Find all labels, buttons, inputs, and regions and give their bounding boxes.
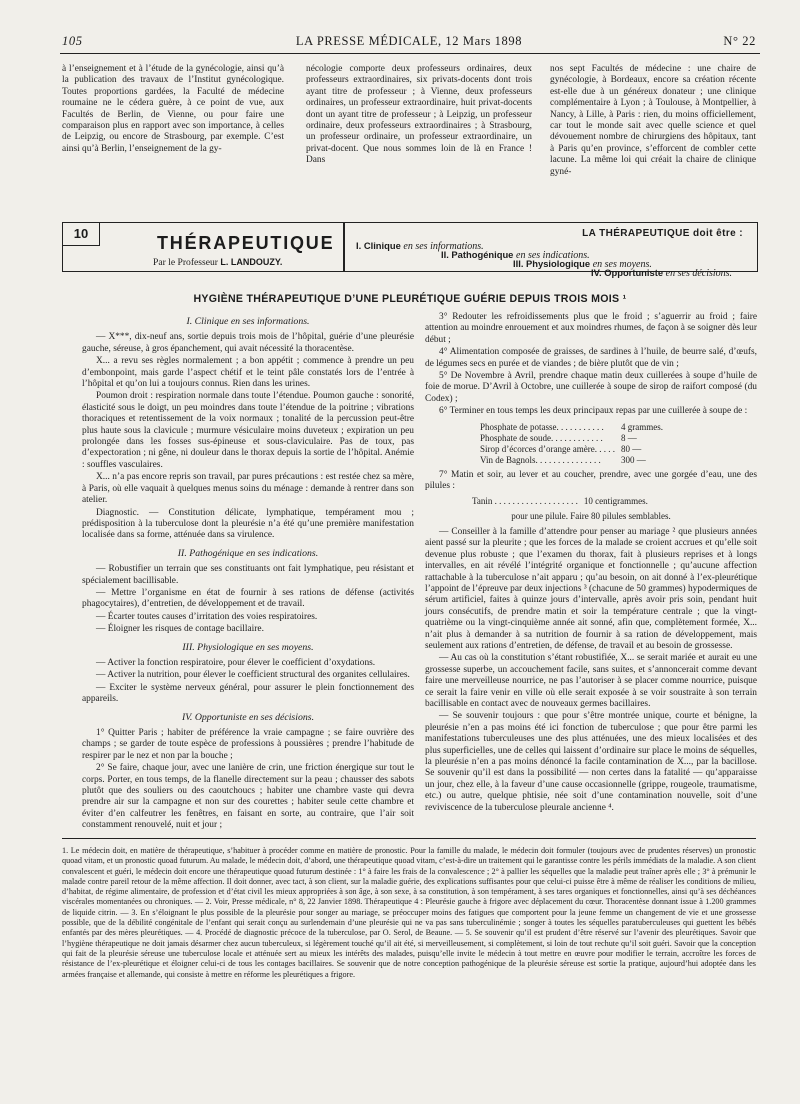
paragraph: X... a revu ses règles normalement ; a bon appétit ; commence à prendre un peu d’embonpoint, mais garde l’aspect chétif et le teint pâle constatés lors de l’entrée à l’hôpital et qu’on lui a toujours connus. Rien dans les urines.: [82, 356, 414, 390]
header-rule: [60, 53, 760, 54]
section-heading: IV. Opportuniste en ses décisions.: [181, 711, 315, 723]
therapeutique-rubric-box: [62, 222, 758, 279]
top-column-middle: [306, 64, 532, 167]
paragraph: 4° Alimentation composée de graisses, de sardines à l’huile, de beurre salé, d’œufs, de légumes secs en purée et de viandes ; de bière plutôt que de vin ;: [425, 347, 757, 369]
top-middle-text: nécologie comporte deux professeurs ordinaires, deux professeurs extraordinaires, six privats-docents dont trois ayant titre de professeur ; à Vienne, deux professeurs ordinaires, un professeur extraordinaire, huit privat-docents dont un ayant titre de professeur ; à Leipzig, un professeur ordinaire, deux professeurs extraordinaires ; à Strasbourg, un professeur ordinaire, un professeur extraordinaire, un privat-docent. Que nous sommes loin de là en France ! Dans: [306, 64, 532, 166]
footnotes: 1. Le médecin doit, en matière de thérapeutique, s’habituer à procéder comme en matière de pronostic. Pour la famille du malade, le médecin doit formuler (toujours avec de prudentes réserves) un pronostic quoad vitam, et un pronostic quoad futurum. Au malade, le médecin doit, d’abord, une thérapeutique quoad vitam, c’est-à-dire un traitement qui le garantisse contre les périls immédiats de la maladie. A son client convalescent et guéri, le médecin doit encore une thérapeutique quoad futurum destinée : 1° à faire les frais de la convalescence ; 2° à pallier les séquelles que la maladie peut traîner après elle ; 3° à prémunir le malade contre pareil retour de la même affection. Il doit donner, avec tact, à son client, sur la maladie guérie, des explications suffisantes pour que celui-ci puisse être à même de réaliser les conditions de milieu, d’habitat, de régime alimentaire, de profession et d’état civil les mieux appropriées à son âge, à son sexe, à sa constitution, à son tempérament, à ses tares organiques et fonctionnelles, ainsi qu’à ses déchéances viscérales momentanées ou chroniques. — 2. Voir, Presse médicale, n° 8, 22 Janvier 1898. Thérapeutique 4 : Pleurésie gauche à frigore avec déplacement du cœur. Thoracentèse donnant issue à 1.200 grammes de liquide citrin. — 3. En s’éloignant le plus possible de la pleurésie pour songer au mariage, se préoccuper moins des fatigues que comportent pour la jeune femme un changement de vie et une grossesse possible, que de la débilité congénitale de l’enfant qui serait conçu au surlendemain d’une pleurésie qui ne va pas sans tuberculinémie ; songer à toutes les séquelles paratuberculeuses qui guettent les bébés enfantés par des mères pleurétiques. — 4. Procédé de diagnostic précoce de la tuberculose, par O. Serol, de Beaune. — 5. Se souvenir qu’il est prudent d’être réservé sur l’avenir des pleurétiques. Savoir que l’hygiène thérapeutique ne doit jamais désarmer chez aucun tuberculeux, si légèrement touché qu’il ait été, si merveilleusement, si complètement, si loin de tout rechute qu’il soit guéri. Savoir que la conception qui fait de la pleurésie séreuse une tuberculose locale et atténuée sert au mieux les intérêts des malades, puisqu’elle invite le médecin à tout mettre en œuvre pour modifier le terrain, accroître les forces de résistance de l’ex-pleurétique et éloigner celui-ci de tous les contages bacillaires. Se souvenir que de notre conception pathogénique de la pleurésie séreuse est sortie la pratique, aujourd’hui adoptée dans les armées française et allemande, qui consiste à mettre en réforme les pleurétiques a frigore.: [62, 846, 756, 979]
journal-title: LA PRESSE MÉDICALE, 12 Mars 1898: [295, 34, 523, 48]
top-column-right: [550, 64, 756, 178]
article-column-right: [425, 312, 757, 815]
paragraph: 6° Terminer en tous temps les deux principaux repas par une cuillerée à soupe de :: [439, 406, 748, 417]
paragraph: Diagnostic. — Constitution délicate, lymphatique, tempérament mou ; prédisposition à la tuberculose dont la pleurésie n’a été qu’une première manifestation localisée dans sa forme, atténuée dans sa virulence.: [82, 507, 414, 541]
rubric-line-1: I. Clinique en ses informations.: [356, 240, 484, 252]
rubric-author: L. LANDOUZY.: [220, 257, 283, 267]
prescription-row: Tanin . . . . . . . . . . . . . . . . . . . 10 centigrammes.: [472, 496, 648, 507]
rubric-byline: [153, 257, 282, 268]
section-heading: I. Clinique en ses informations.: [186, 316, 310, 327]
paragraph: Poumon droit : respiration normale dans toute l’étendue. Poumon gauche : sonorité, élasticité sous le doigt, un peu moindres dans toute l’étendue de la poitrine ; vibrations thoraciques et retentissement de la voix normaux ; tonalité de la percussion peut-être plus haute sous la clavicule ; murmure vésiculaire moins duveteux ; expiration un peu prolongée dans les fosses sus-épineuse et sous-claviculaire. Pas de toux, pas d’expectoration ; ni gêne, ni douleur dans le thorax depuis la sortie de l’hôpital. Anémie : souffles vasculaires.: [82, 391, 414, 470]
rubric-line-3: III. Physiologique en ses moyens.: [513, 258, 652, 270]
rubric-number: 10: [62, 222, 100, 246]
page-number: 105: [62, 34, 83, 48]
article-column-left: [82, 310, 414, 833]
paragraph: 5° De Novembre à Avril, prendre chaque matin deux cuillerées à soupe d’huile de foie de morue. D’Avril à Octobre, une cuillerée à soupe de sirop de raifort composé (du Codex) ;: [425, 371, 757, 404]
paragraph: — Robustifier un terrain que ses constituants ont fait lymphatique, peu résistant et spécialement bacillisable.: [82, 564, 414, 586]
issue-number: N° 22: [723, 34, 756, 48]
top-column-left: [62, 64, 284, 155]
footnote-rule: [62, 838, 756, 839]
article-title: HYGIÈNE THÉRAPEUTIQUE D’UNE PLEURÉTIQUE GUÉRIE DEPUIS TROIS MOIS ¹: [193, 293, 627, 305]
prescription-row: Phosphate de soude. . . . . . . . . . . . 8 —: [480, 432, 637, 443]
running-head: [62, 34, 756, 50]
byline-prefix: Par le Professeur: [153, 257, 219, 268]
paragraph: 7° Matin et soir, au lever et au coucher, prendre, avec une gorgée d’eau, une des pilules :: [425, 469, 757, 492]
paragraph: — Éloigner les risques de contage bacillaire.: [96, 624, 264, 635]
paragraph: 2° Se faire, chaque jour, avec une lanière de crin, une friction énergique sur tout le corps. Porter, en tous temps, de la flanelle directement sur la peau ; chausser des sabots plutôt que des souliers ou des caoutchoucs ; habiter une chambre vaste qui devra prendre air sur la campagne et non sur des courettes ; habiter seule cette chambre et éviter d’en calfeutrer les fenêtres, en faisant en sorte, au contraire, que l’air soit constamment renouvelé, nuit et jour ;: [82, 763, 414, 831]
pill-prescription: [469, 496, 651, 507]
top-right-text: nos sept Facultés de médecine : une chaire de gynécologie, à Bordeaux, encore sa création récente est-elle due à un généreux donateur ; une clinique complémentaire à Lyon ; à Toulouse, à Montpellier, à Nancy, à Lille, à Paris : rien, du moins officiellement, car tout le monde sait avec quelle science et quel dévouement nombre de chirurgiens des hôpitaux, tant à Paris qu’en province, s’efforcent de combler cette lacune. La même loi qui créait la chaire de clinique gyné-: [550, 64, 756, 177]
prescription-row: Sirop d’écorces d’orange amère. . . . . 80 —: [480, 443, 642, 454]
paragraph: — Au cas où la constitution s’étant robustifiée, X... se serait mariée et aurait eu une grossesse superbe, un accouchement facile, sans suites, et s’annoncerait comme devant faire une merveilleuse nourrice, ne pas l’autoriser à se placer comme nourrice, puisque ce serait la faire venir en ville où elle serait exposée à se voir soustraite à son terrain bacillisable en contact avec de nouveaux germes bacillaires.: [425, 653, 757, 709]
paragraph: — Écarter toutes causes d’irritation des voies respiratoires.: [96, 611, 318, 622]
rubric-divider: [343, 223, 345, 271]
paragraph: — Mettre l’organisme en état de fournir à ses rations de défense (activités phagocytaires), d’entretien, de développement et de travail.: [82, 587, 414, 610]
paragraph: — Conseiller à la famille d’attendre pour penser au mariage ² que plusieurs années aient passé sur la pleurite ; que les forces de la malade se croient accrues et qu’elle soit devenue plus robuste ; que l’examen du thorax, fait à plusieurs reprises et à longs intervalles, en ait révélé l’intégrité organique et fonctionnelle ; qu’aucune affection rattachable à la tuberculose n’ait apparu ; qu’au besoin, on ait donné à l’ex-pleurétique l’appoint de l’épreuve par deux injections ³ (chacune de 50 grammes) hypodermiques de sérum artificiel, faites à quinze jours d’intervalle, après avoir pris soin, pendant huit jours consécutifs, de prendre matin et soir la température centrale ; que la vingt-quatrième ou la vingt-cinquième année ait sonné, afin que, complètement formée, X... n’ait plus à demander à sa nutrition de fournir à sa ration de développement, mais seulement aux rations d’entretien, de défense, de travail et au besoin de grossesse.: [425, 526, 757, 651]
paragraph: — X***, dix-neuf ans, sortie depuis trois mois de l’hôpital, guérie d’une pleurésie gauche, séreuse, à gros épanchement, qui avait nécessité la thoracentèse.: [82, 332, 414, 354]
paragraph: — Exciter le système nerveux général, pour assurer le plein fonctionnement des appareils.: [82, 682, 414, 705]
rubric-line-4: IV. Opportuniste en ses décisions.: [591, 267, 733, 279]
paragraph: X... n’a pas encore repris son travail, par pures précautions : est restée chez sa mère, à Paris, où elle vaquait à quelques menus soins du ménage : demande à rentrer dans son atelier.: [82, 472, 414, 506]
pill-note: pour une pilule. Faire 80 pilules semblables.: [511, 511, 671, 522]
paragraph: — Se souvenir toujours : que pour s’être montrée unique, courte et bénigne, la pleurésie n’en a pas moins été ici fonction de tuberculose ; que pour être parmi les manifestations tuberculeuses une des plus atténuées, une des mieux localisées et des plus superficielles, une de celles qui laissent d’ordinaire sur place le moins de séquelles, la pleurésie n’en a pas moins dénoncé la facile contamination de X..., par la bacillose. Se souvenir qu’il est dans la possibilité — non certes dans la fatalité — qu’apparaisse un jour, chez elle, à la faveur d’une cause occasionnelle (grippe, rougeole, traumatisme, etc.) ou autre, quelque phtisie, née soit d’une contamination nouvelle, soit d’une reviviscence de la tuberculose pleurale ancienne ⁴.: [425, 711, 757, 813]
section-heading: II. Pathogénique en ses indications.: [177, 547, 319, 559]
paragraph: — Activer la nutrition, pour élever le coefficient structural des organites cellulaires.: [96, 670, 410, 681]
prescription-row: Vin de Bagnols. . . . . . . . . . . . . . . 300 —: [480, 454, 646, 465]
prescription-table: [477, 422, 666, 466]
section-heading: III. Physiologique en ses moyens.: [182, 641, 314, 653]
rubric-heading: LA THÉRAPEUTIQUE doit être :: [582, 228, 743, 239]
paragraph: 1° Quitter Paris ; habiter de préférence la vraie campagne ; se faire ouvrière des champs ; se garder de toute espèce de professions à poussières ; prendre l’habitude de respirer par le nez et non par la bouche ;: [82, 728, 414, 761]
rubric-line-2: II. Pathogénique en ses indications.: [441, 249, 590, 261]
rubric-title: THÉRAPEUTIQUE: [157, 233, 335, 253]
paragraph: 3° Redouter les refroidissements plus que le froid ; s’aguerrir au froid ; faire attention au moindre enrouement et aux moindres rhumes, de façon à se soigner dès leur début ;: [425, 312, 757, 345]
prescription-row: Phosphate de potasse. . . . . . . . . . . 4 grammes.: [480, 421, 663, 432]
paragraph: — Activer la fonction respiratoire, pour élever le coefficient d’oxydations.: [96, 657, 376, 668]
top-left-text: à l’enseignement et à l’étude de la gynécologie, ainsi qu’à la publication des travaux de l’Institut gynécologique. Toutes proportions gardées, la Faculté de médecine roumaine ne le cédera guère, à ce point de vue, aux Facultés de Berlin, de Vienne, ou pour faire une comparaison plus en rapport avec son importance, à celles de Leipzig, ou encore de Strasbourg, par exemple. C’est ainsi qu’à Berlin, l’enseignement de la gy-: [62, 64, 284, 154]
